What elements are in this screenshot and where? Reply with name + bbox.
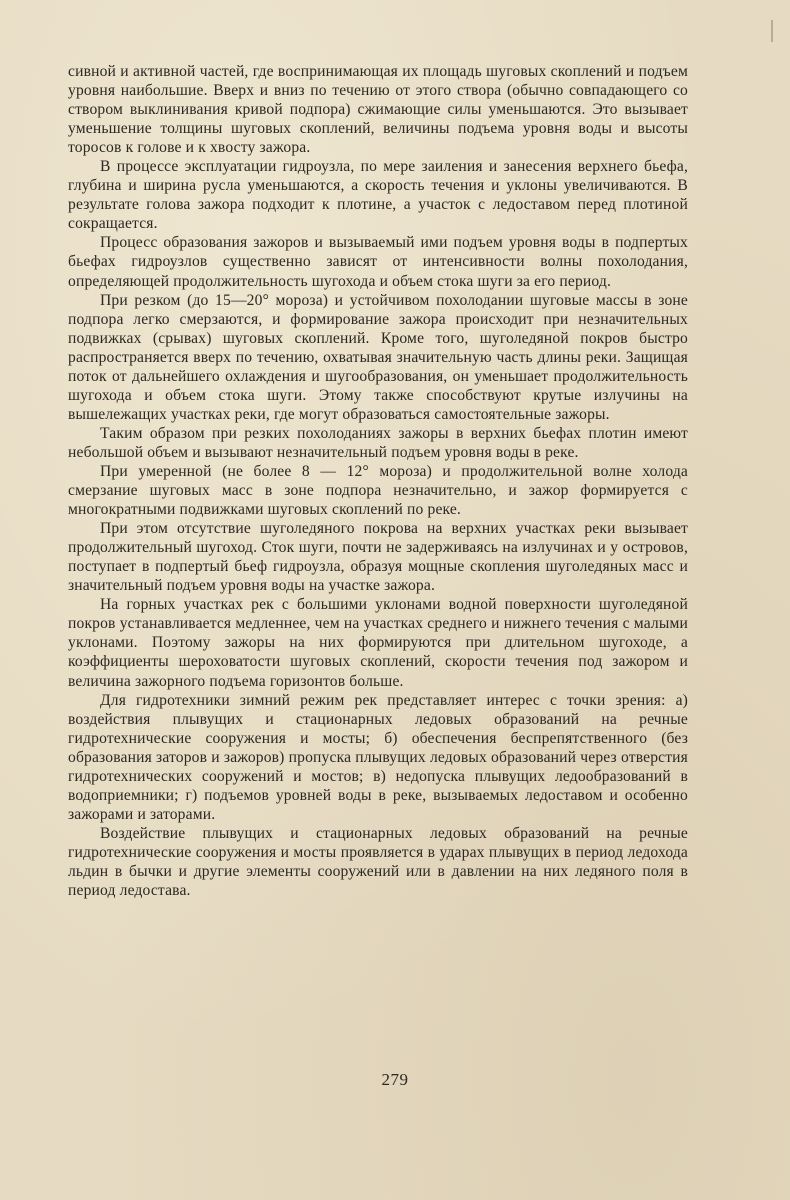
paragraph-10: Воздействие плывущих и стационарных ледовых образований на речные гидротехнические сооружения и мосты проявляется в ударах плывущих в период ледохода льдин в бычки и другие элементы сооружений или в давлении на них ледяного поля в период ледостава. bbox=[68, 824, 688, 900]
paragraph-5: Таким образом при резких похолоданиях зажоры в верхних бьефах плотин имеют небольшой объем и вызывают незначительный подъем уровня воды в реке. bbox=[68, 424, 688, 461]
paragraph-1: сивной и активной частей, где воспринимающая их площадь шуговых скоплений и подъем уровня наибольшие. Вверх и вниз по течению от этого створа (обычно совпадающего со створом выклинивания кривой подпора) сжимающие силы уменьшаются. Это вызывает уменьшение толщины шуговых скоплений, величины подъема уровня воды и высоты торосов к голове и к хвосту зажора. bbox=[68, 63, 688, 157]
paragraph-3: Процесс образования зажоров и вызываемый ими подъем уровня воды в подпертых бьефах гидроузлов существенно зависят от интенсивности волны похолодания, определяющей продолжительность шугохода и объем стока шуги за его период. bbox=[68, 234, 688, 290]
paragraph-8: На горных участках рек с большими уклонами водной поверхности шуголедяной покров устанавливается медленнее, чем на участках среднего и нижнего течения с малыми уклонами. Поэтому зажоры на них формируются при длительном шугоходе, а коэффициенты шероховатости шуговых скоплений, скорости течения под зажором и величина зажорного подъема горизонтов больше. bbox=[68, 596, 688, 690]
paragraph-6: При умеренной (не более 8 — 12° мороза) и продолжительной волне холода смерзание шуговых масс в зоне подпора незначительно, и зажор формируется с многократными подвижками шуговых скоплений по реке. bbox=[68, 462, 688, 519]
paragraph-2: В процессе эксплуатации гидроузла, по мере заиления и занесения верхнего бьефа, глубина и ширина русла уменьшаются, а скорость течения и уклоны увеличиваются. В результате голова зажора подходит к плотине, а участок с ледоставом перед плотиной сокращается. bbox=[68, 158, 688, 233]
margin-mark bbox=[771, 20, 773, 42]
body-text bbox=[68, 62, 688, 900]
paragraph-4: При резком (до 15—20° мороза) и устойчивом похолодании шуговые массы в зоне подпора легко смерзаются, и формирование зажора происходит при незначительных подвижках (срывах) шуговых скоплений. Кроме того, шуголедяной покров быстро распространяется вверх по течению, охватывая значительную часть длины реки. Защищая поток от дальнейшего охлаждения и шугообразования, он уменьшает продолжительность шугохода и объем стока шуги. Этому также способствуют крутые излучины на вышележащих участках реки, где могут образоваться самостоятельные зажоры. bbox=[68, 291, 688, 423]
paragraph-7: При этом отсутствие шуголедяного покрова на верхних участках реки вызывает продолжительный шугоход. Сток шуги, почти не задерживаясь на излучинах и у островов, поступает в подпертый бьеф гидроузла, образуя мощные скопления шуголедяных масс и значительный подъем уровня воды на участке зажора. bbox=[68, 520, 688, 595]
paragraph-9: Для гидротехники зимний режим рек представляет интерес с точки зрения: а) воздействия плывущих и стационарных ледовых образований на речные гидротехнические сооружения и мосты; б) обеспечения беспрепятственного (без образования заторов и зажоров) пропуска плывущих ледовых образований через отверстия гидротехнических сооружений и мостов; в) недопуска плывущих ледообразований в водоприемники; г) подъемов уровней воды в реке, вызываемых ледоставом и особенно зажорами и заторами. bbox=[68, 691, 688, 823]
page-number: 279 bbox=[381, 1070, 409, 1089]
